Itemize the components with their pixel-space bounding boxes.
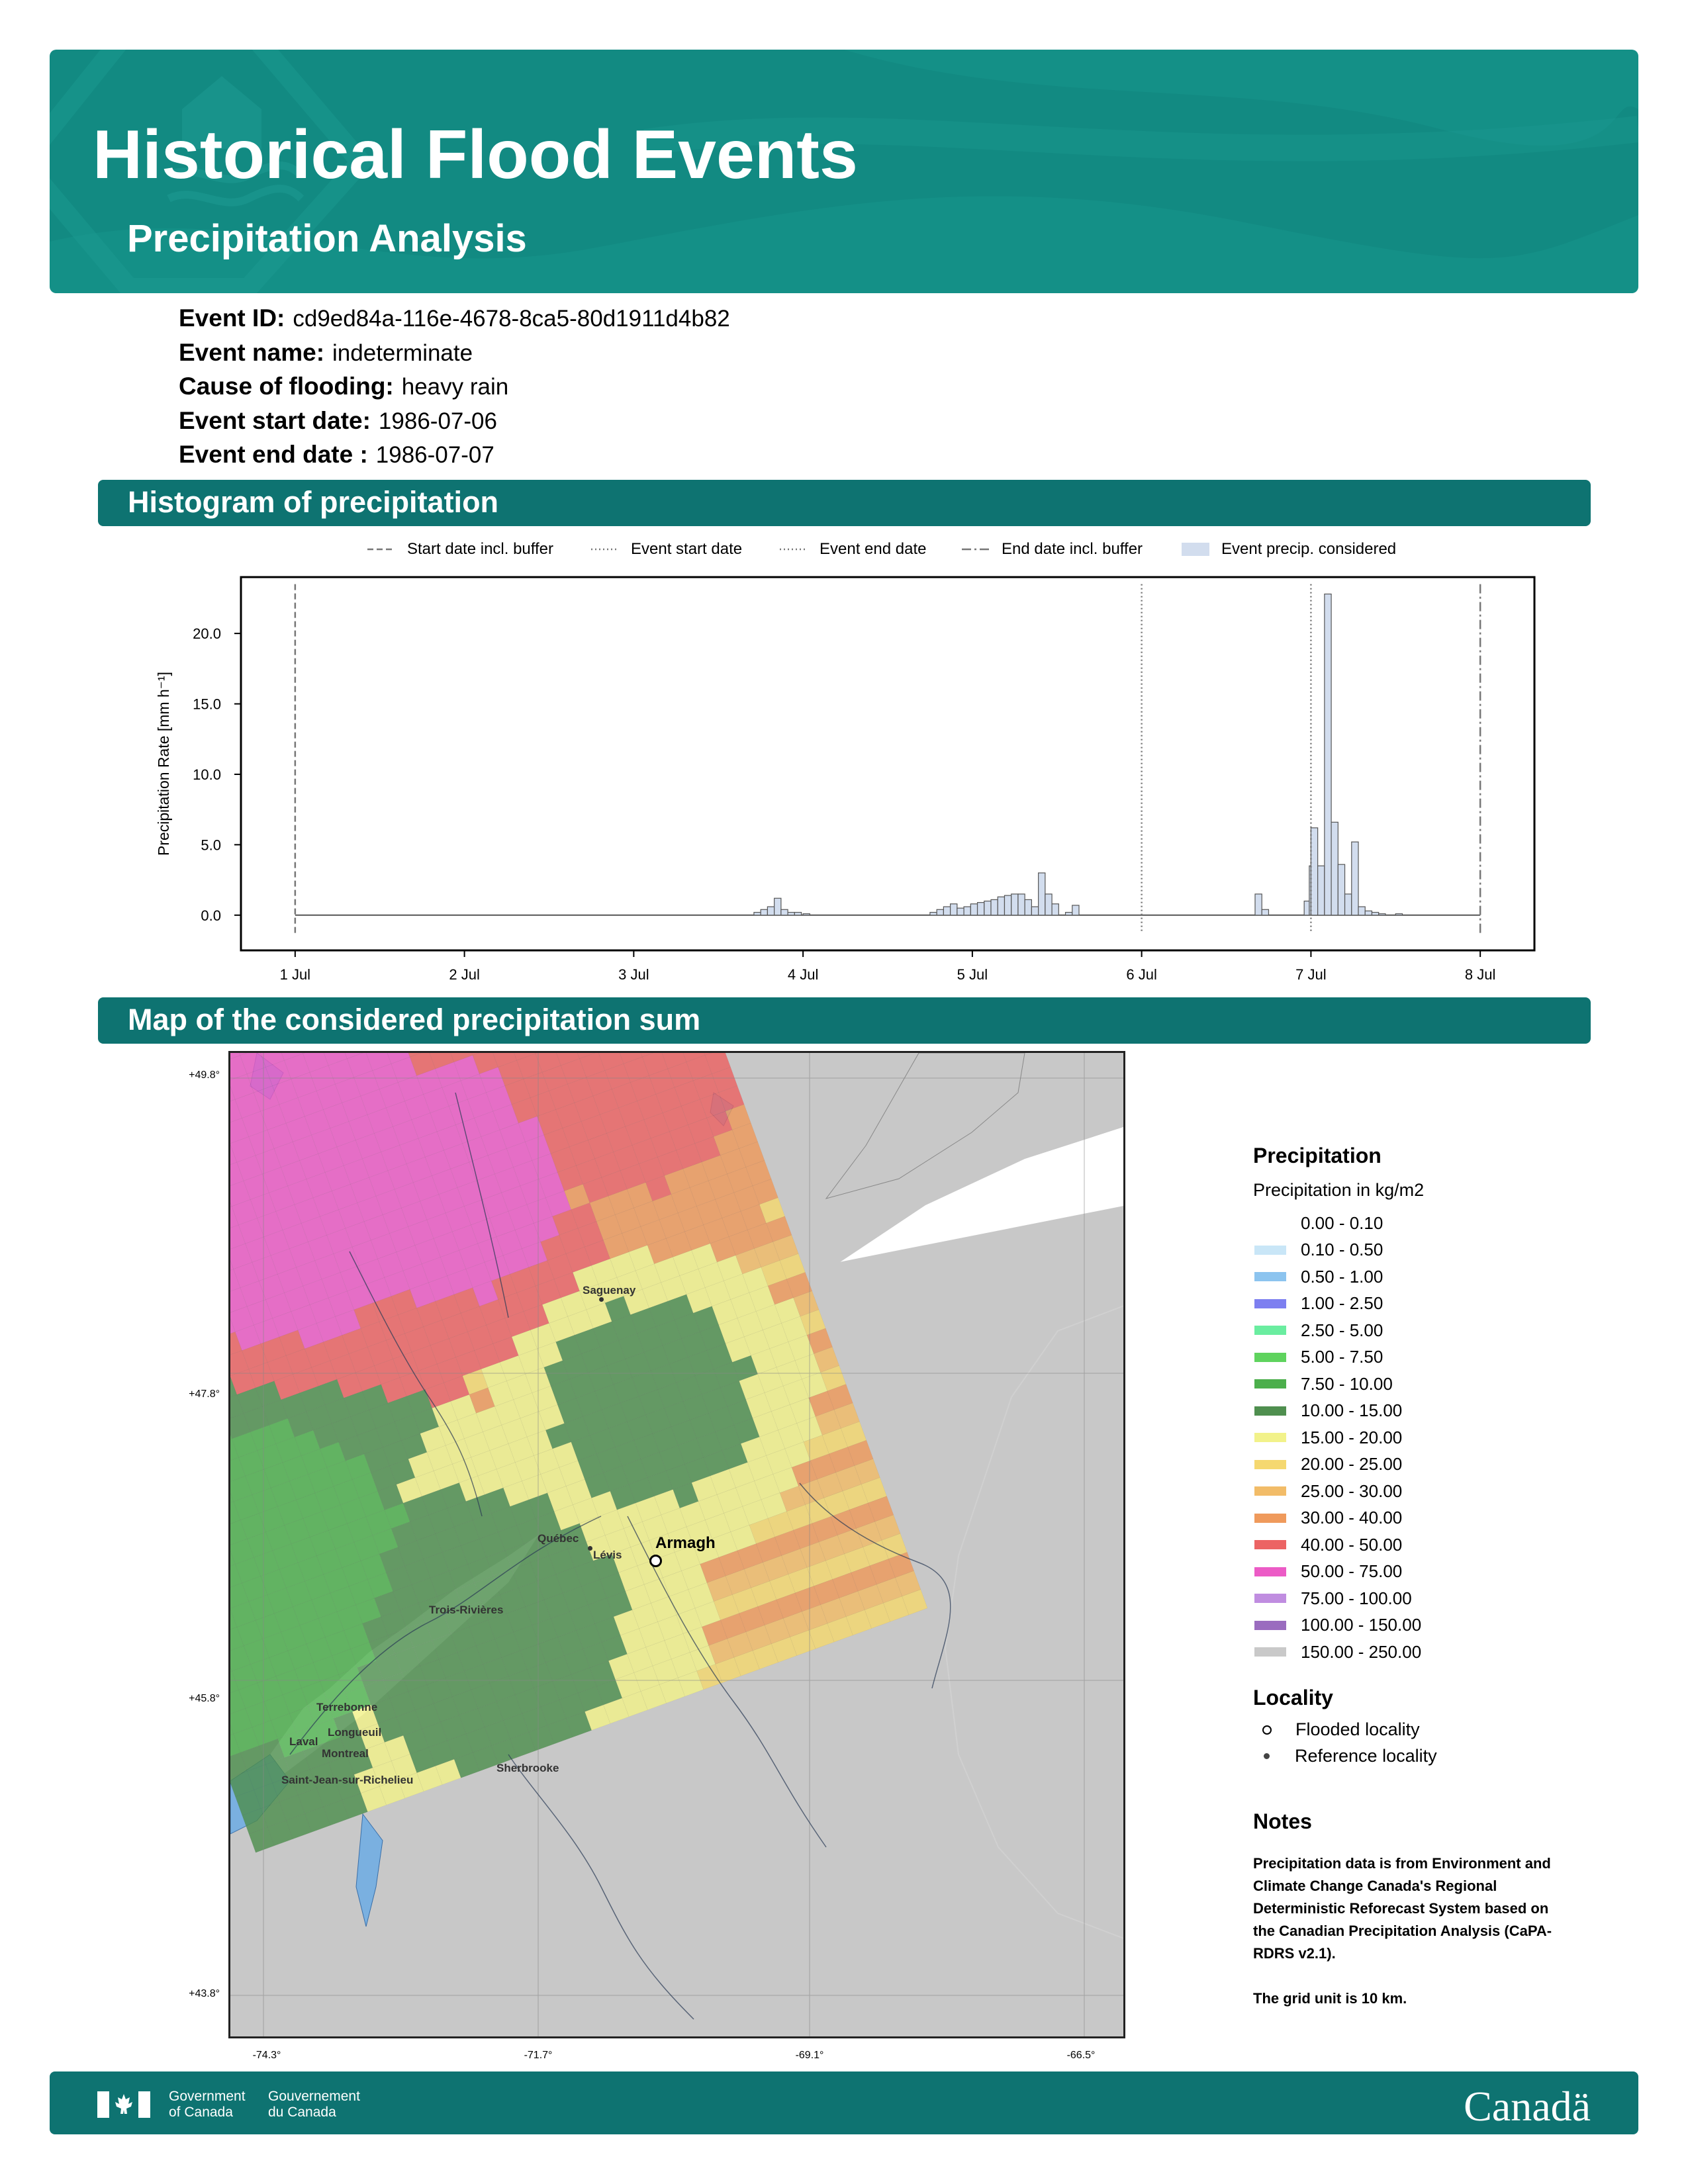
precip-class-label: 1.00 - 2.50 (1301, 1293, 1383, 1314)
lat-tick: +43.8° (189, 1988, 220, 1999)
precip-bar (1031, 907, 1038, 915)
precip-bar (930, 913, 937, 915)
event-id-label: Event ID: (179, 304, 285, 332)
chart-legend (367, 540, 1427, 567)
precip-class-label: 0.10 - 0.50 (1301, 1240, 1383, 1260)
x-tick-label: 5 Jul (957, 966, 988, 983)
precip-class-label: 7.50 - 10.00 (1301, 1373, 1393, 1394)
precip-bar (1345, 894, 1352, 915)
x-tick-label: 6 Jul (1126, 966, 1157, 983)
precip-legend-row (1253, 1371, 1624, 1398)
event-id-value: cd9ed84a-116e-4678-8ca5-80d1911d4b82 (293, 306, 730, 332)
precip-class-label: 100.00 - 150.00 (1301, 1615, 1422, 1635)
precip-bar (1039, 873, 1045, 915)
hollow-circle-icon (1262, 1725, 1272, 1735)
x-tick-label: 7 Jul (1295, 966, 1327, 983)
locality-flooded-label: Flooded locality (1295, 1719, 1420, 1739)
event-start-label: Event start date: (179, 407, 371, 434)
precip-bar (754, 913, 761, 915)
footer-bar (50, 2071, 1638, 2134)
precip-bar (1052, 904, 1058, 915)
precip-bar (1372, 913, 1378, 915)
precip-bar (998, 897, 1004, 915)
notes-block (1253, 1809, 1624, 2010)
precip-class-label: 150.00 - 250.00 (1301, 1641, 1422, 1662)
government-of-canada-fr (268, 2089, 360, 2120)
notes-title: Notes (1253, 1809, 1312, 1833)
precip-legend-row (1253, 1398, 1624, 1425)
precip-legend-title: Precipitation (1253, 1144, 1382, 1167)
precip-bar (1311, 828, 1317, 915)
precip-legend-row (1253, 1505, 1624, 1532)
precip-class-label: 15.00 - 20.00 (1301, 1427, 1403, 1447)
precip-bar (1352, 842, 1358, 915)
canada-wordmark: Canadä (1464, 2083, 1591, 2130)
color-swatch (1254, 1433, 1286, 1442)
precip-bar (1318, 866, 1325, 915)
x-tick-label: 4 Jul (787, 966, 819, 983)
precip-bar (767, 907, 774, 915)
header-banner (50, 50, 1638, 293)
precip-bar (943, 907, 950, 915)
precip-bar (984, 901, 991, 915)
filled-dot-icon (1264, 1753, 1270, 1759)
y-tick-label: 10.0 (193, 766, 221, 783)
locality-legend-title: Locality (1253, 1685, 1333, 1709)
event-end-value: 1986-07-07 (375, 442, 494, 468)
precip-bar (937, 909, 943, 915)
color-swatch (1254, 1353, 1286, 1362)
event-start-value: 1986-07-06 (378, 408, 497, 434)
page-subtitle: Precipitation Analysis (127, 217, 527, 260)
precip-bar (1262, 909, 1268, 915)
precip-legend-row (1253, 1263, 1624, 1291)
event-name-row (179, 339, 473, 367)
city-label-terrebonne: Terrebonne (316, 1701, 378, 1713)
color-swatch (1254, 1540, 1286, 1549)
precipitation-legend (1253, 1144, 1624, 2010)
color-swatch (1254, 1621, 1286, 1630)
precip-legend-row (1253, 1291, 1624, 1318)
precip-legend-row (1253, 1237, 1624, 1264)
locality-reference-label: Reference locality (1295, 1746, 1437, 1766)
precip-bar (970, 904, 977, 915)
y-tick-label: 5.0 (201, 837, 221, 854)
x-tick-label: 8 Jul (1464, 966, 1496, 983)
color-swatch (1254, 1246, 1286, 1255)
precip-bar (803, 914, 810, 915)
event-start-row (179, 407, 497, 435)
precip-class-label: 40.00 - 50.00 (1301, 1534, 1403, 1555)
precip-bar (1325, 594, 1331, 915)
precip-bar (1379, 914, 1385, 915)
notes-line: Precipitation data is from Environment and (1253, 1854, 1551, 1872)
lon-tick: -71.7° (524, 2050, 553, 2061)
precip-bar (1004, 895, 1011, 915)
x-tick-label: 1 Jul (279, 966, 311, 983)
precip-bar (1395, 914, 1402, 915)
precip-class-label: 2.50 - 5.00 (1301, 1320, 1383, 1340)
flooded-locality-label: Armagh (655, 1534, 716, 1552)
color-swatch (1254, 1647, 1286, 1657)
city-label-longueuil: Longueuil (328, 1726, 382, 1739)
gov-en-line1: Government (169, 2089, 246, 2104)
legend-label: Event start date (631, 540, 743, 558)
precip-bar (788, 913, 794, 915)
city-label-saint-jean: Saint-Jean-sur-Richelieu (281, 1774, 414, 1786)
legend-item-event-start (591, 540, 742, 559)
notes-line: Climate Change Canada's Regional (1253, 1877, 1497, 1894)
color-swatch (1254, 1218, 1286, 1228)
x-tick-label: 2 Jul (449, 966, 480, 983)
precip-legend-row (1253, 1559, 1624, 1586)
lon-tick: -66.5° (1066, 2050, 1096, 2061)
color-swatch (1254, 1379, 1286, 1388)
filled-patch-icon (1182, 543, 1209, 556)
color-swatch (1254, 1406, 1286, 1416)
dotted-line-icon (780, 546, 808, 553)
color-swatch (1254, 1514, 1286, 1523)
precip-bar (957, 908, 964, 915)
color-swatch (1254, 1326, 1286, 1335)
city-label-montreal: Montreal (322, 1747, 369, 1760)
precip-legend-row (1253, 1612, 1624, 1639)
gov-fr-line2: du Canada (268, 2105, 336, 2120)
notes-line: RDRS v2.1). (1253, 1944, 1336, 1962)
precip-bar (794, 913, 801, 915)
legend-item-end-buffer (962, 540, 1143, 559)
precip-bar (1358, 907, 1365, 915)
precip-bar (781, 909, 788, 915)
lon-tick: -74.3° (252, 2050, 281, 2061)
dotted-line-icon (591, 546, 619, 553)
city-label-laval: Laval (289, 1735, 318, 1748)
event-cause-value: heavy rain (401, 374, 509, 400)
precip-bar (964, 907, 970, 915)
precip-bar (774, 898, 781, 915)
precip-legend-row (1253, 1317, 1624, 1344)
precip-legend-row (1253, 1585, 1624, 1612)
precip-legend-row (1253, 1210, 1624, 1237)
canada-flag-icon (97, 2091, 150, 2118)
legend-label: End date incl. buffer (1002, 540, 1143, 558)
legend-label: Event precip. considered (1221, 540, 1397, 558)
precip-bar (1025, 899, 1031, 915)
color-swatch (1254, 1272, 1286, 1281)
precip-class-label: 10.00 - 15.00 (1301, 1400, 1403, 1421)
dash-dot-line-icon (962, 546, 990, 553)
precip-bar (761, 909, 767, 915)
x-tick-label: 3 Jul (618, 966, 649, 983)
precip-class-label: 5.00 - 7.50 (1301, 1347, 1383, 1367)
precip-bar (1018, 894, 1025, 915)
city-label-quebec: Québec (538, 1532, 579, 1545)
city-label-trois-rivieres: Trois-Rivières (429, 1604, 504, 1616)
precip-legend-subtitle: Precipitation in kg/m2 (1253, 1180, 1425, 1200)
color-swatch (1254, 1486, 1286, 1496)
precip-legend-row (1253, 1424, 1624, 1451)
precip-bar (1331, 822, 1338, 915)
event-id-row (179, 304, 730, 332)
color-swatch (1254, 1460, 1286, 1469)
precip-bar (1045, 894, 1052, 915)
precip-bar (978, 903, 984, 915)
legend-label: Event end date (820, 540, 927, 558)
y-tick-label: 0.0 (201, 907, 221, 924)
color-swatch (1254, 1594, 1286, 1603)
lat-tick: +49.8° (189, 1069, 220, 1081)
precip-legend-row (1253, 1451, 1624, 1479)
precip-class-label: 30.00 - 40.00 (1301, 1508, 1403, 1528)
precip-bar (1338, 864, 1344, 915)
lat-tick: +47.8° (189, 1388, 220, 1400)
event-name-value: indeterminate (332, 340, 473, 366)
city-label-levis: Lévis (593, 1549, 622, 1561)
city-label-sherbrooke: Sherbrooke (496, 1762, 559, 1774)
city-label-saguenay: Saguenay (583, 1284, 636, 1297)
gov-fr-line1: Gouvernement (268, 2089, 360, 2104)
precip-class-label: 50.00 - 75.00 (1301, 1561, 1403, 1582)
notes-grid-unit: The grid unit is 10 km. (1253, 1989, 1407, 2007)
precip-class-label: 20.00 - 25.00 (1301, 1454, 1403, 1475)
dashed-line-icon (367, 546, 395, 553)
precip-bar (951, 904, 957, 915)
event-end-row (179, 441, 494, 469)
legend-item-event-end (780, 540, 926, 559)
event-cause-row (179, 373, 508, 400)
histogram-section-title: Histogram of precipitation (128, 485, 499, 519)
precip-class-label: 75.00 - 100.00 (1301, 1588, 1412, 1608)
precip-legend-row (1253, 1639, 1624, 1666)
legend-item-start-buffer (367, 540, 553, 559)
lat-tick: +45.8° (189, 1693, 220, 1704)
precip-class-label: 0.50 - 1.00 (1301, 1266, 1383, 1287)
histogram-section-header (98, 480, 1591, 526)
precip-legend-row (1253, 1531, 1624, 1559)
page-title: Historical Flood Events (93, 116, 858, 193)
event-name-label: Event name: (179, 339, 325, 366)
locality-legend-reference (1253, 1743, 1624, 1770)
map-section-header (98, 997, 1591, 1044)
locality-legend (1253, 1686, 1624, 1770)
reference-locality-marker (599, 1297, 604, 1302)
precip-legend-row (1253, 1344, 1624, 1371)
color-swatch (1254, 1567, 1286, 1576)
gov-en-line2: of Canada (169, 2105, 233, 2120)
event-cause-label: Cause of flooding: (179, 373, 394, 400)
legend-item-event-precip (1182, 540, 1396, 559)
y-tick-label: 20.0 (193, 625, 221, 643)
color-swatch (1254, 1299, 1286, 1308)
precip-bar (1072, 905, 1079, 915)
precip-bar (1309, 866, 1316, 915)
precip-bar (991, 899, 998, 915)
precip-bar (1365, 911, 1372, 915)
locality-legend-flooded (1253, 1717, 1624, 1743)
precip-bar (1304, 901, 1311, 915)
precip-class-label: 25.00 - 30.00 (1301, 1480, 1403, 1501)
lon-tick: -69.1° (795, 2050, 824, 2061)
flooded-locality-marker (649, 1555, 662, 1567)
precip-class-label: 0.00 - 0.10 (1301, 1212, 1383, 1233)
precip-legend-row (1253, 1478, 1624, 1505)
precip-bar (1255, 894, 1262, 915)
precip-bar (1066, 913, 1072, 915)
reference-locality-marker (588, 1546, 592, 1551)
plot-frame (241, 577, 1534, 950)
notes-line: the Canadian Precipitation Analysis (CaPA- (1253, 1922, 1552, 1939)
government-of-canada-en (169, 2089, 246, 2120)
notes-line: Deterministic Reforecast System based on (1253, 1899, 1549, 1917)
precip-bar (1011, 894, 1018, 915)
map-section-title: Map of the considered precipitation sum (128, 1003, 701, 1036)
y-tick-label: 15.0 (193, 696, 221, 713)
event-end-label: Event end date : (179, 441, 368, 468)
y-axis-label: Precipitation Rate [mm h⁻¹] (155, 671, 172, 856)
legend-label: Start date incl. buffer (407, 540, 554, 558)
